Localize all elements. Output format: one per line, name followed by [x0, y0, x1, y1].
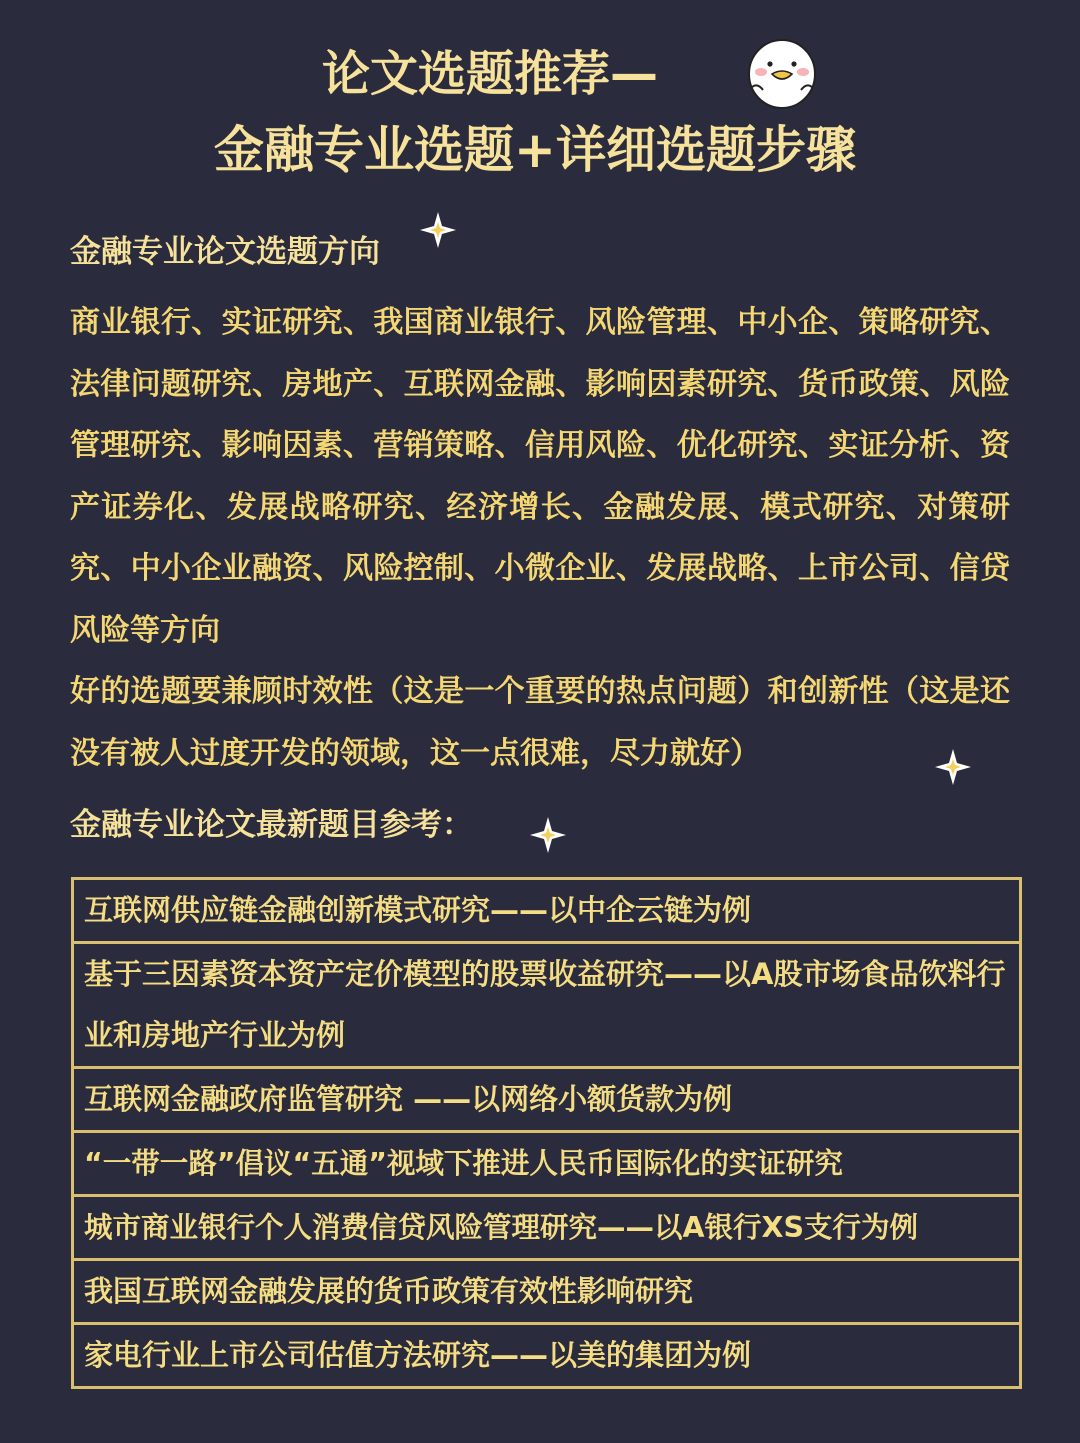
table-row: 互联网金融政府监管研究 ——以网络小额货款为例: [74, 1066, 1019, 1130]
duck-sticker-icon: [743, 30, 821, 112]
section-heading-latest-topics: 金融专业论文最新题目参考：: [70, 807, 473, 843]
table-row: 城市商业银行个人消费信贷风险管理研究——以A银行XS支行为例: [74, 1194, 1019, 1258]
section-heading-directions: 金融专业论文选题方向: [70, 234, 380, 270]
table-row: 互联网供应链金融创新模式研究——以中企云链为例: [84, 893, 752, 927]
table-row: 基于三因素资本资产定价模型的股票收益研究——以A股市场食品饮料行业和房地产行业为例: [74, 941, 1019, 1066]
topics-table: [71, 877, 1022, 1389]
page-title-line-2: 金融专业选题+详细选题步骤: [214, 121, 856, 179]
sparkle-icon: [418, 210, 458, 250]
table-row: 家电行业上市公司估值方法研究——以美的集团为例: [74, 1322, 1019, 1386]
topic-advice-paragraph: 好的选题要兼顾时效性（这是一个重要的热点问题）和创新性（这是还没有被人过度开发的领域，这一点很难，尽力就好）: [70, 674, 1010, 771]
sparkle-icon: [933, 747, 973, 787]
table-row: 我国互联网金融发展的货币政策有效性影响研究: [74, 1258, 1019, 1322]
directions-paragraph: 商业银行、实证研究、我国商业银行、风险管理、中小企、策略研究、法律问题研究、房地产、互联网金融、影响因素研究、货币政策、风险管理研究、影响因素、营销策略、信用风险、优化研究、实证分析、资产证券化、发展战略研究、经济增长、金融发展、模式研究、对策研究、中小企业融资、风险控制、小微企业、发展战略、上市公司、信贷风险等方向: [70, 305, 1010, 648]
page-title-line-1: 论文选题推荐—: [321, 46, 658, 102]
table-row: “一带一路”倡议“五通”视域下推进人民币国际化的实证研究: [74, 1130, 1019, 1194]
sparkle-icon: [528, 815, 568, 855]
